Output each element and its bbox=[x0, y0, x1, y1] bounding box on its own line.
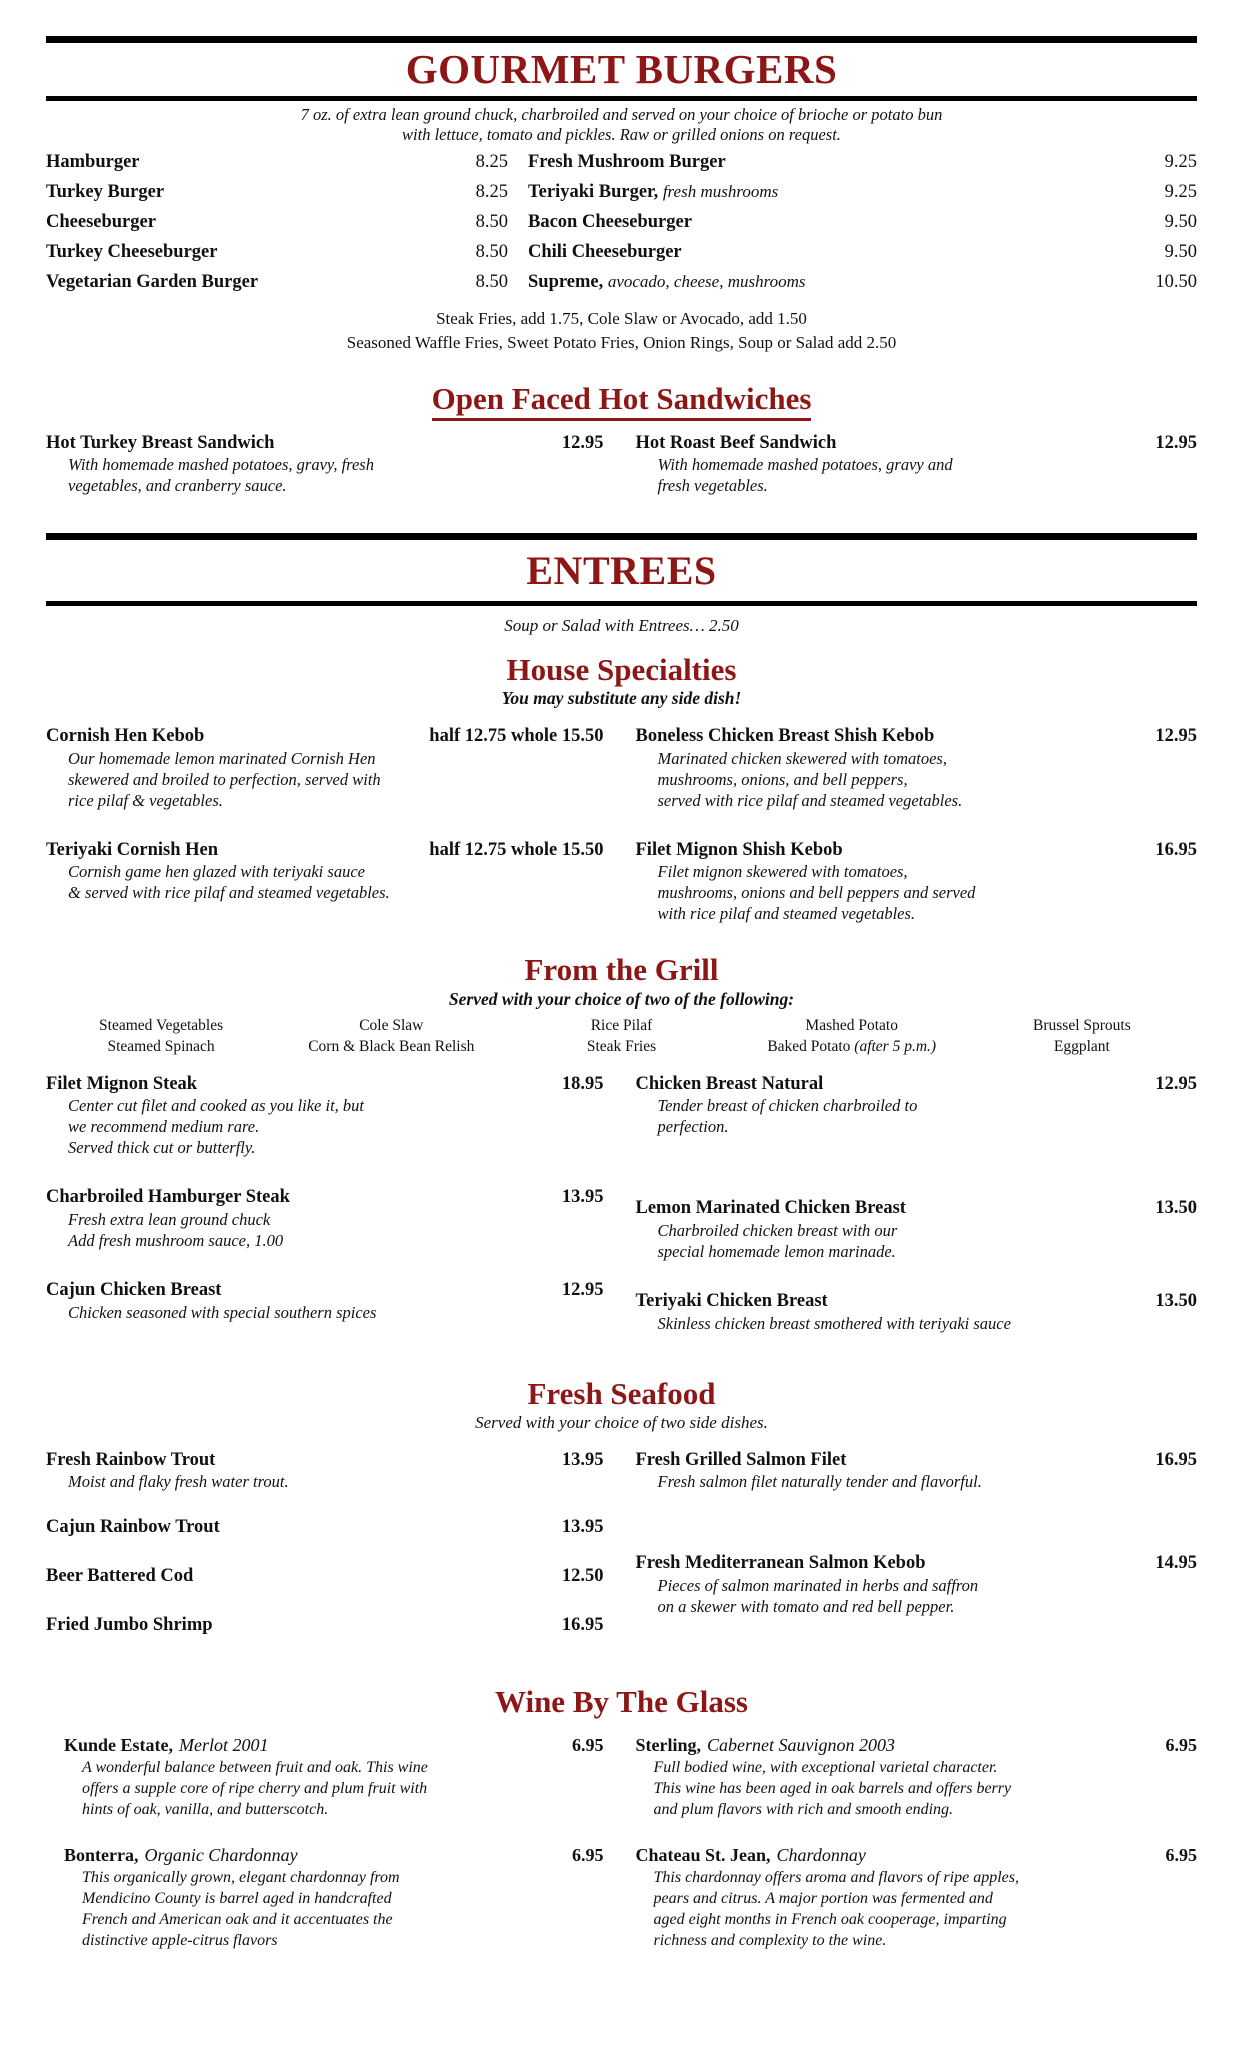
description-line: French and American oak and it accentuates the bbox=[82, 1910, 393, 1928]
description-line: fresh vegetables. bbox=[657, 476, 768, 496]
wine-price: 6.95 bbox=[572, 1735, 604, 1756]
menu-item-name bbox=[528, 272, 908, 293]
wine-item-header bbox=[64, 1736, 604, 1756]
wine-price: 6.95 bbox=[1165, 1735, 1197, 1756]
description-line: vegetables, and cranberry sauce. bbox=[68, 476, 287, 496]
menu-item-header bbox=[636, 840, 1198, 861]
menu-item-name: Cajun Rainbow Trout bbox=[46, 1517, 220, 1538]
from-the-grill-right-column bbox=[622, 1074, 1198, 1351]
wine-item bbox=[64, 1846, 604, 1951]
gourmet-burgers-intro-line2: with lettuce, tomato and pickles. Raw or grilled onions on request. bbox=[402, 125, 841, 145]
gourmet-burgers-intro bbox=[46, 105, 1197, 145]
menu-item bbox=[46, 1074, 604, 1160]
menu-item-name: Filet Mignon Shish Kebob bbox=[635, 839, 843, 860]
menu-item-price: 9.50 bbox=[1164, 241, 1197, 262]
menu-item-header bbox=[636, 1198, 1198, 1219]
menu-item-price: 13.50 bbox=[1155, 1291, 1197, 1312]
menu-item-name: Fresh Grilled Salmon Filet bbox=[635, 1449, 847, 1470]
description-line: skewered and broiled to perfection, served with bbox=[68, 769, 381, 789]
side-option-label: Baked Potato bbox=[767, 1037, 855, 1055]
menu-item-name-text: Supreme, bbox=[528, 271, 604, 292]
menu-item-price: half 12.75 whole 15.50 bbox=[429, 839, 604, 860]
wine-description bbox=[636, 1868, 1198, 1951]
menu-item bbox=[46, 726, 604, 812]
side-option: Steak Fries bbox=[586, 1037, 657, 1055]
description-line: Mendicino County is barrel aged in handcrafted bbox=[82, 1889, 392, 1907]
menu-item-price: 12.95 bbox=[1155, 726, 1197, 747]
section-heading-entrees: ENTREES bbox=[526, 548, 717, 594]
side-option: Steamed Vegetables bbox=[99, 1016, 224, 1034]
menu-item-qualifier: fresh mushrooms bbox=[662, 181, 779, 201]
section-heading-house-specialties: House Specialties bbox=[506, 651, 737, 687]
menu-item-name: Teriyaki Cornish Hen bbox=[46, 839, 219, 860]
entrees-soup-note: Soup or Salad with Entrees… 2.50 bbox=[504, 616, 739, 636]
menu-item-price: 16.95 bbox=[561, 1614, 604, 1635]
menu-item-name: Cheeseburger bbox=[46, 211, 156, 232]
fresh-seafood-columns bbox=[46, 1450, 1197, 1652]
menu-item-description bbox=[636, 455, 1198, 497]
side-option: Corn & Black Bean Relish bbox=[308, 1037, 475, 1055]
wine-variety: Merlot 2001 bbox=[179, 1735, 269, 1756]
divider-under-gourmet-burgers bbox=[46, 96, 1197, 101]
menu-item-price: 9.25 bbox=[1164, 181, 1197, 202]
menu-item-price: half 12.75 whole 15.50 bbox=[429, 726, 604, 747]
burger-item-grid bbox=[46, 152, 1197, 293]
menu-item-header bbox=[46, 1187, 604, 1208]
menu-item-name-text: Teriyaki Burger, bbox=[528, 181, 659, 202]
description-line: Full bodied wine, with exceptional varietal character. bbox=[653, 1759, 998, 1776]
description-line: Fresh salmon filet naturally tender and flavorful. bbox=[657, 1472, 982, 1492]
section-heading-open-faced-hot-sandwiches bbox=[46, 382, 1197, 421]
burger-add-on-line2: Seasoned Waffle Fries, Sweet Potato Fries, Onion Rings, Soup or Salad add 2.50 bbox=[346, 333, 897, 353]
from-the-grill-left-column bbox=[46, 1074, 622, 1351]
wine-variety: Cabernet Sauvignon 2003 bbox=[707, 1735, 895, 1756]
menu-item-header bbox=[636, 1291, 1198, 1312]
menu-item-description bbox=[46, 455, 604, 497]
menu-item-header bbox=[46, 1566, 604, 1587]
wine-variety: Organic Chardonnay bbox=[144, 1845, 298, 1866]
menu-item-price: 12.95 bbox=[561, 1279, 604, 1300]
menu-item bbox=[46, 1615, 604, 1636]
menu-item bbox=[636, 1291, 1198, 1335]
grill-sides-grid bbox=[46, 1016, 1197, 1058]
menu-item-price: 14.95 bbox=[1155, 1553, 1197, 1574]
menu-item-header bbox=[636, 1553, 1198, 1574]
menu-item-description bbox=[636, 862, 1198, 925]
gourmet-burgers-intro-line1: 7 oz. of extra lean ground chuck, charbroiled and served on your choice of brioche or potato bun bbox=[300, 105, 943, 125]
menu-item-name: Charbroiled Hamburger Steak bbox=[46, 1187, 290, 1208]
menu-item bbox=[636, 1074, 1198, 1139]
wine-name: Sterling, bbox=[635, 1735, 701, 1756]
menu-item-name: Turkey Cheeseburger bbox=[46, 241, 218, 262]
description-line: richness and complexity to the wine. bbox=[653, 1931, 887, 1949]
fresh-seafood-subtitle: Served with your choice of two side dishes. bbox=[475, 1413, 768, 1433]
menu-item bbox=[636, 840, 1198, 926]
menu-item bbox=[46, 1187, 604, 1252]
description-line: hints of oak, vanilla, and butterscotch. bbox=[82, 1800, 329, 1818]
menu-item bbox=[46, 1450, 604, 1494]
wine-name: Bonterra, bbox=[64, 1845, 139, 1866]
menu-item-header bbox=[46, 1615, 604, 1636]
menu-item-name-text: Bacon Cheeseburger bbox=[528, 211, 692, 232]
menu-item-name: Filet Mignon Steak bbox=[46, 1073, 198, 1094]
side-option-baked-potato bbox=[737, 1037, 967, 1058]
description-line: Marinated chicken skewered with tomatoes, bbox=[657, 748, 947, 768]
description-line: With homemade mashed potatoes, gravy, fresh bbox=[68, 455, 374, 475]
menu-item-price: 16.95 bbox=[1155, 1449, 1197, 1470]
from-the-grill-subtitle: Served with your choice of two of the following: bbox=[448, 989, 795, 1010]
menu-item-description bbox=[46, 1303, 604, 1324]
menu-item-price: 18.95 bbox=[561, 1073, 604, 1094]
section-heading-text: Open Faced Hot Sandwiches bbox=[432, 382, 812, 421]
wine-price: 6.95 bbox=[1165, 1845, 1197, 1866]
menu-item-description bbox=[46, 1472, 604, 1493]
menu-item-description bbox=[636, 1576, 1198, 1618]
menu-item-name: Cornish Hen Kebob bbox=[46, 726, 205, 747]
description-line: rice pilaf & vegetables. bbox=[68, 790, 223, 810]
wine-name: Kunde Estate, bbox=[64, 1735, 174, 1756]
menu-item-price: 12.95 bbox=[1155, 1073, 1197, 1094]
menu-item-price: 12.50 bbox=[561, 1566, 604, 1587]
description-line: mushrooms, onions, and bell peppers, bbox=[657, 769, 908, 789]
description-line: This organically grown, elegant chardonnay from bbox=[82, 1869, 400, 1887]
side-option: Steamed Spinach bbox=[107, 1037, 215, 1055]
menu-item-name bbox=[528, 212, 908, 233]
menu-item bbox=[46, 1517, 604, 1538]
menu-item-name: Fresh Mediterranean Salmon Kebob bbox=[635, 1553, 926, 1574]
side-option-note: (after 5 p.m.) bbox=[854, 1037, 937, 1055]
house-specialties-left-column bbox=[46, 726, 622, 941]
wine-left-column bbox=[46, 1736, 622, 1965]
description-line: mushrooms, onions and bell peppers and served bbox=[657, 883, 976, 903]
menu-item-price: 10.50 bbox=[1155, 271, 1197, 292]
menu-item-description bbox=[46, 1096, 604, 1159]
fresh-seafood-left-column bbox=[46, 1450, 622, 1652]
menu-item-price: 9.25 bbox=[1164, 151, 1197, 172]
menu-item-name: Hot Roast Beef Sandwich bbox=[635, 432, 837, 453]
menu-item-price: 9.50 bbox=[1164, 211, 1197, 232]
description-line: Served thick cut or butterfly. bbox=[68, 1138, 256, 1158]
wine-name: Chateau St. Jean, bbox=[635, 1845, 771, 1866]
menu-item-name: Lemon Marinated Chicken Breast bbox=[635, 1198, 906, 1219]
wine-item-header bbox=[636, 1846, 1198, 1866]
side-option: Mashed Potato bbox=[805, 1016, 898, 1034]
menu-item-header bbox=[46, 1450, 604, 1471]
wine-description bbox=[64, 1868, 604, 1951]
wine-item bbox=[636, 1736, 1198, 1820]
burger-add-on-line1: Steak Fries, add 1.75, Cole Slaw or Avocado, add 1.50 bbox=[436, 308, 807, 328]
menu-item-price: 16.95 bbox=[1155, 839, 1197, 860]
section-heading-from-the-grill: From the Grill bbox=[524, 952, 719, 988]
wine-price: 6.95 bbox=[572, 1845, 604, 1866]
menu-item-qualifier: avocado, cheese, mushrooms bbox=[607, 271, 806, 291]
description-line: and plum flavors with rich and smooth ending. bbox=[653, 1800, 954, 1818]
menu-item-description bbox=[46, 862, 604, 904]
menu-item bbox=[46, 840, 604, 905]
divider-above-entrees bbox=[46, 533, 1197, 540]
description-line: served with rice pilaf and steamed vegetables. bbox=[657, 790, 963, 810]
menu-item-name: Hamburger bbox=[46, 151, 140, 172]
from-the-grill-columns bbox=[46, 1074, 1197, 1351]
menu-item-header bbox=[46, 433, 604, 454]
wine-item bbox=[64, 1736, 604, 1820]
menu-item-price: 13.50 bbox=[1155, 1198, 1197, 1219]
description-line: & served with rice pilaf and steamed vegetables. bbox=[68, 883, 390, 903]
menu-item bbox=[636, 726, 1198, 812]
menu-item-name: Teriyaki Chicken Breast bbox=[635, 1291, 828, 1312]
menu-item-header bbox=[46, 840, 604, 861]
menu-item-name: Beer Battered Cod bbox=[46, 1566, 194, 1587]
open-faced-right-column bbox=[622, 433, 1198, 514]
menu-item bbox=[636, 1450, 1198, 1494]
description-line: This chardonnay offers aroma and flavors of ripe apples, bbox=[653, 1869, 1019, 1887]
open-faced-left-column bbox=[46, 433, 622, 514]
menu-item-name: Vegetarian Garden Burger bbox=[46, 271, 259, 292]
burger-add-ons bbox=[46, 307, 1197, 356]
divider-top bbox=[46, 36, 1197, 43]
menu-item-description bbox=[636, 749, 1198, 812]
menu-item-name: Cajun Chicken Breast bbox=[46, 1279, 222, 1300]
description-line: Our homemade lemon marinated Cornish Hen bbox=[68, 748, 376, 768]
menu-item-name-text: Fresh Mushroom Burger bbox=[528, 151, 726, 172]
section-heading-fresh-seafood: Fresh Seafood bbox=[527, 1375, 716, 1411]
menu-item-description bbox=[46, 749, 604, 812]
house-specialties-columns bbox=[46, 726, 1197, 941]
description-line: special homemade lemon marinade. bbox=[657, 1242, 896, 1262]
menu-item-price: 8.25 bbox=[475, 181, 508, 202]
description-line: Filet mignon skewered with tomatoes, bbox=[657, 862, 908, 882]
wine-description bbox=[64, 1758, 604, 1820]
wine-right-column bbox=[622, 1736, 1198, 1965]
wine-item-header bbox=[636, 1736, 1198, 1756]
description-line: perfection. bbox=[657, 1117, 729, 1137]
wine-item-header bbox=[64, 1846, 604, 1866]
description-line: Center cut filet and cooked as you like it, but bbox=[68, 1096, 365, 1116]
description-line: pears and citrus. A major portion was fermented and bbox=[653, 1889, 993, 1907]
description-line: we recommend medium rare. bbox=[68, 1117, 260, 1137]
menu-item-header bbox=[636, 433, 1198, 454]
menu-item-header bbox=[46, 1517, 604, 1538]
open-faced-columns bbox=[46, 433, 1197, 514]
description-line: Pieces of salmon marinated in herbs and saffron bbox=[657, 1576, 979, 1596]
menu-item-header bbox=[46, 1074, 604, 1095]
menu-item bbox=[46, 1280, 604, 1324]
fresh-seafood-right-column bbox=[622, 1450, 1198, 1652]
menu-item-name: Boneless Chicken Breast Shish Kebob bbox=[635, 726, 935, 747]
menu-item-name-text: Chili Cheeseburger bbox=[528, 241, 682, 262]
description-line: offers a supple core of ripe cherry and plum fruit with bbox=[82, 1779, 428, 1797]
wine-description bbox=[636, 1758, 1198, 1820]
wine-item bbox=[636, 1846, 1198, 1951]
menu-item-header bbox=[46, 726, 604, 747]
menu-item-price: 12.95 bbox=[561, 432, 604, 453]
menu-item-price: 8.50 bbox=[475, 241, 508, 262]
menu-item-header bbox=[636, 1450, 1198, 1471]
menu-item-price: 13.95 bbox=[561, 1449, 604, 1470]
menu-item-description bbox=[46, 1210, 604, 1252]
menu-item-name: Turkey Burger bbox=[46, 181, 165, 202]
side-option: Cole Slaw bbox=[359, 1016, 424, 1034]
menu-item-description bbox=[636, 1221, 1198, 1263]
description-line: This wine has been aged in oak barrels and offers berry bbox=[653, 1779, 1012, 1797]
description-line: Charbroiled chicken breast with our bbox=[657, 1221, 898, 1241]
menu-item-name: Fresh Rainbow Trout bbox=[46, 1449, 216, 1470]
menu-item-description bbox=[636, 1096, 1198, 1138]
description-line: aged eight months in French oak cooperage, imparting bbox=[653, 1910, 1007, 1928]
menu-item bbox=[46, 1566, 604, 1587]
description-line: Cornish game hen glazed with teriyaki sauce bbox=[68, 862, 365, 882]
house-specialties-right-column bbox=[622, 726, 1198, 941]
menu-item-name: Hot Turkey Breast Sandwich bbox=[46, 432, 275, 453]
description-line: with rice pilaf and steamed vegetables. bbox=[657, 904, 916, 924]
menu-item-description bbox=[636, 1472, 1198, 1493]
menu-item-name: Fried Jumbo Shrimp bbox=[46, 1614, 213, 1635]
menu-item-price: 8.25 bbox=[475, 151, 508, 172]
section-heading-gourmet-burgers: GOURMET BURGERS bbox=[405, 46, 838, 92]
house-specialties-subtitle: You may substitute any side dish! bbox=[501, 688, 742, 709]
menu-item-name bbox=[528, 242, 908, 263]
menu-item-name bbox=[528, 152, 908, 173]
description-line: Add fresh mushroom sauce, 1.00 bbox=[68, 1231, 284, 1251]
menu-item-header bbox=[636, 1074, 1198, 1095]
description-line: Chicken seasoned with special southern spices bbox=[68, 1302, 377, 1322]
menu-item-price: 13.95 bbox=[561, 1517, 604, 1538]
description-line: Moist and flaky fresh water trout. bbox=[68, 1472, 289, 1492]
description-line: Skinless chicken breast smothered with teriyaki sauce bbox=[657, 1313, 1011, 1333]
side-option: Eggplant bbox=[1053, 1037, 1110, 1055]
menu-item-header bbox=[636, 726, 1198, 747]
wine-columns bbox=[46, 1736, 1197, 1965]
menu-item-price: 8.50 bbox=[475, 271, 508, 292]
section-heading-wine-by-the-glass: Wine By The Glass bbox=[495, 1684, 748, 1720]
description-line: A wonderful balance between fruit and oak. This wine bbox=[82, 1759, 428, 1776]
side-option: Brussel Sprouts bbox=[1033, 1016, 1131, 1034]
wine-variety: Chardonnay bbox=[776, 1845, 866, 1866]
menu-item-description bbox=[636, 1314, 1198, 1335]
menu-item bbox=[636, 1553, 1198, 1618]
description-line: Tender breast of chicken charbroiled to bbox=[657, 1096, 918, 1116]
menu-item bbox=[636, 433, 1198, 498]
description-line: on a skewer with tomato and red bell pepper. bbox=[657, 1597, 955, 1616]
menu-item-price: 12.95 bbox=[1155, 432, 1197, 453]
side-option: Rice Pilaf bbox=[590, 1016, 653, 1034]
menu-item-price: 8.50 bbox=[475, 211, 508, 232]
menu-item-header bbox=[46, 1280, 604, 1301]
menu-item bbox=[636, 1198, 1198, 1263]
menu-item bbox=[46, 433, 604, 498]
description-line: With homemade mashed potatoes, gravy and bbox=[657, 455, 953, 475]
menu-item-name: Chicken Breast Natural bbox=[635, 1073, 824, 1094]
menu-item-name bbox=[528, 182, 908, 203]
menu-item-price: 13.95 bbox=[561, 1187, 604, 1208]
description-line: Fresh extra lean ground chuck bbox=[68, 1210, 271, 1230]
description-line: distinctive apple-citrus flavors bbox=[82, 1931, 278, 1949]
